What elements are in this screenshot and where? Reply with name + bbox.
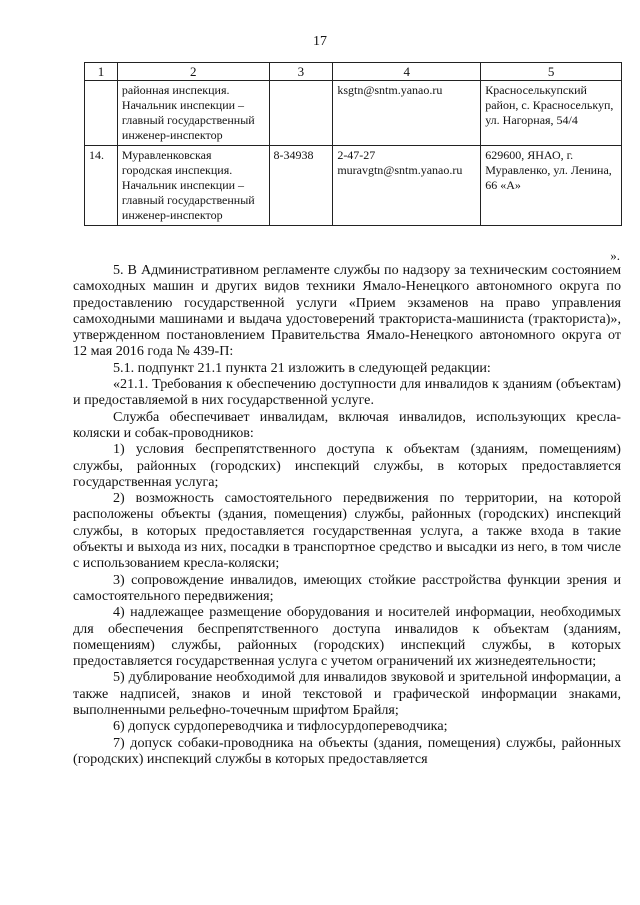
phone-code: [269, 81, 333, 146]
table-row: [85, 81, 622, 146]
inspection-name: Муравленковская городская инспекция. Начальник инспекции – главный государственный инженер-инспектор: [117, 146, 269, 226]
column-number-cell: 5: [481, 63, 622, 81]
column-number-cell: 4: [333, 63, 481, 81]
column-number-cell: 1: [85, 63, 118, 81]
paragraph: Служба обеспечивает инвалидам, включая инвалидов, использующих кресла-коляски и собак-проводников:: [73, 408, 621, 441]
row-number: [85, 81, 118, 146]
paragraph: 3) сопровождение инвалидов, имеющих стойкие расстройства функции зрения и самостоятельного передвижения;: [73, 571, 621, 604]
paragraph: 2) возможность самостоятельного передвижения по территории, на которой расположены объекты (здания, помещения) службы, районных (городских) инспекций службы, в которых предоставляется государственная услуга, а также входа в такие объекты и выхода из них, посадки в транспортное средство и высадки из него, в том числе с использованием кресла-коляски;: [73, 490, 621, 572]
address: Красноселькупский район, с. Красноселькуп, ул. Нагорная, 54/4: [481, 81, 622, 146]
paragraph: 5. В Административном регламенте службы по надзору за техническим состоянием самоходных машин и других видов техники Ямало-Ненецкого автономного округа по предоставлению государственной услуги «Прием экзаменов на право управления самоходными машинами и выдача удостоверений тракториста-машиниста (тракториста)», утвержденном постановлением Правительства Ямало-Ненецкого автономного округа от 12 мая 2016 года № 439-П:: [73, 262, 621, 360]
address: 629600, ЯНАО, г. Муравленко, ул. Ленина, 66 «А»: [481, 146, 622, 226]
paragraph: 4) надлежащее размещение оборудования и носителей информации, необходимых для обеспечения беспрепятственного доступа инвалидов к объектам (зданиям, помещениям) службы, районных (городских) инспекций службы, в которых предоставляется государственная услуга с учетом ограничений их жизнедеятельности;: [73, 604, 621, 670]
paragraph: 5.1. подпункт 21.1 пункта 21 изложить в следующей редакции:: [113, 359, 491, 376]
phone-code: 8-34938: [269, 146, 333, 226]
contacts: 2-47-27 muravgtn@sntm.yanao.ru: [333, 146, 481, 226]
contacts: ksgtn@sntm.yanao.ru: [333, 81, 481, 146]
paragraph: 1) условия беспрепятственного доступа к объектам (зданиям, помещениям) службы, районных (городских) инспекций службы, в которых предоставляется государственная услуга;: [73, 441, 621, 490]
table-row: [85, 146, 622, 226]
page-number: 17: [313, 34, 327, 49]
closing-quote: ».: [610, 248, 620, 263]
column-number-cell: 3: [269, 63, 333, 81]
paragraph: 6) допуск сурдопереводчика и тифлосурдопереводчика;: [113, 718, 448, 735]
inspections-table: [84, 62, 622, 226]
paragraph: 7) допуск собаки-проводника на объекты (здания, помещения) службы, районных (городских) инспекций службы в которых предоставляется: [73, 734, 621, 767]
row-number: 14.: [85, 146, 118, 226]
paragraph: 5) дублирование необходимой для инвалидов звуковой и зрительной информации, а также надписей, знаков и иной текстовой и графической информации знаками, выполненными рельефно-точечным шрифтом Брайля;: [73, 669, 621, 719]
paragraph: «21.1. Требования к обеспечению доступности для инвалидов к зданиям (объектам) и предоставляемой в них государственной услуге.: [73, 376, 621, 409]
document-body: [73, 262, 621, 767]
column-number-cell: 2: [117, 63, 269, 81]
inspection-name: районная инспекция. Начальник инспекции – главный государственный инженер-инспектор: [117, 81, 269, 146]
table-header-row: [85, 63, 622, 81]
